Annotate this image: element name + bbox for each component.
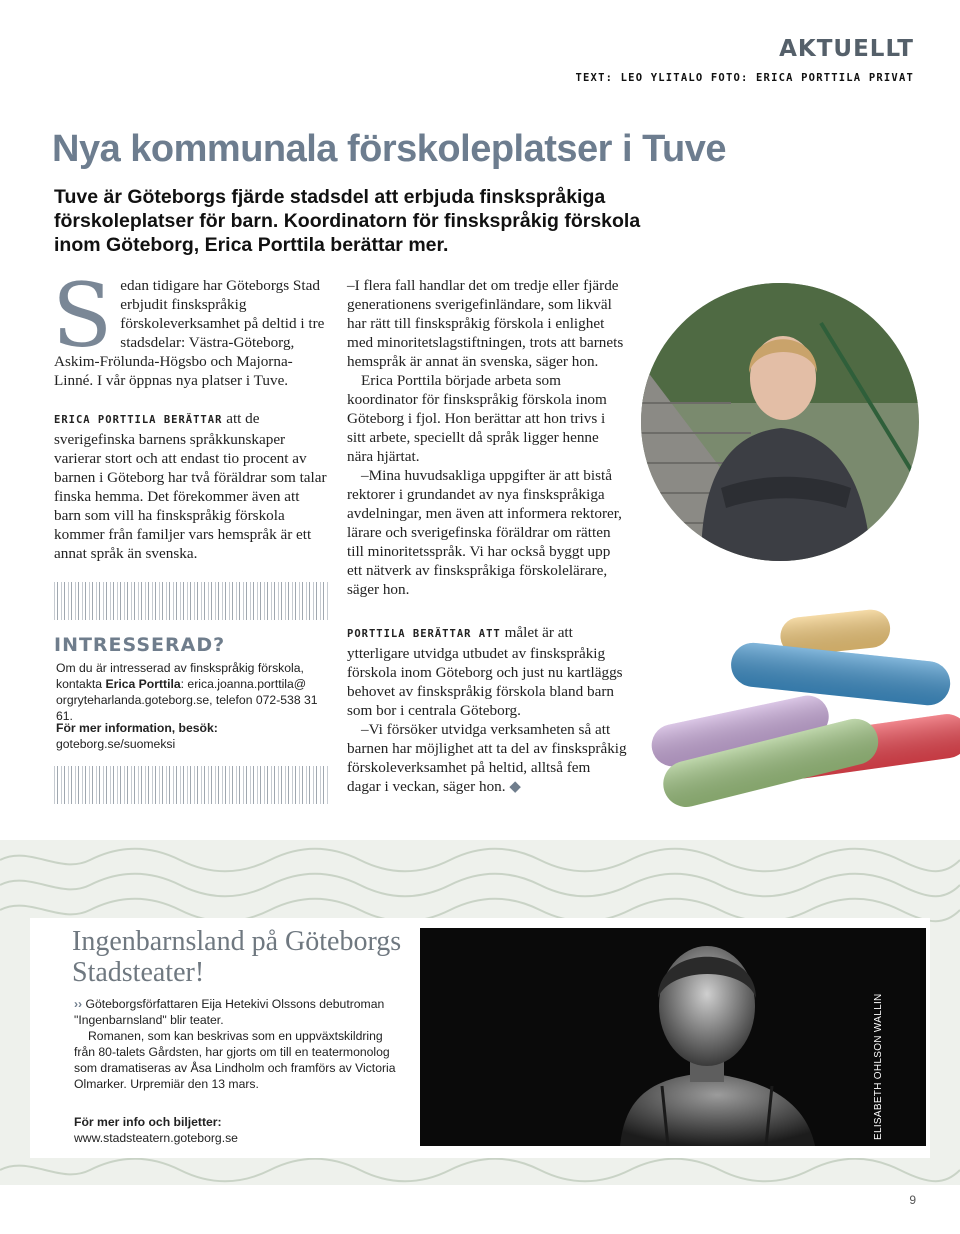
end-mark: ◆ [509,778,522,795]
page-number: 9 [909,1193,916,1207]
infobox-link[interactable]: goteborg.se/suomeksi [56,737,176,751]
infobox-heading: INTRESSERAD? [54,634,226,656]
actress-illustration [420,928,926,1146]
paragraph-5: –Mina huvudsakliga uppgifter är att bistå rektorer i grundandet av nya finskspråkiga avdelningar, men även att informera rektorer, lärare och sverigefinska föräldrar om rätten till minoritetsspråk. Vi har också byggt upp ett nätverk av finskspråkiga förskolelärare, säger hon. [347,467,622,598]
chalk-photo [630,600,960,830]
paragraph-3: –I flera fall handlar det om tredje eller fjärde generationens sverigefinländare, som likväl har rätt till finskspråkig förskola i enlighet med minoritetslagstiftningen, trots att barnets hemspråk är annat än svenska, säger hon. [347,277,624,370]
paragraph-4: Erica Porttila började arbeta som koordinator för finskspråkig förskola inom Göteborg i fjol. Hon berättar att hon trivs i sitt arbete, speciellt då språk ligger henne nära hjärtat. [347,372,607,465]
theater-more [74,1114,404,1146]
theater-title: Ingenbarnsland på Göteborgs Stadsteater! [72,926,402,988]
paragraph-6 [347,623,627,720]
theater-more-label: För mer info och biljetter: [74,1115,222,1129]
section-tag: AKTUELLT [779,36,914,62]
theater-paragraph-2: Romanen, som kan beskrivas som en uppväxtskildring från 80-talets Gårdsten, har gjorts om till en teatermonolog som dramatiseras av Åsa Lindholm och framförs av Victoria Olmarker. Urpremiär den 13 mars. [74,1029,396,1091]
decorative-pattern-bottom [54,766,330,804]
chalk-illustration [630,600,960,830]
article-column-2 [347,276,627,796]
infobox-more-label: För mer information, besök: [56,721,218,735]
theater-link[interactable]: www.stadsteatern.goteborg.se [74,1131,238,1145]
photo-credit: ELISABETH OHLSON WALLIN [873,993,884,1140]
article-headline: Nya kommunala förskoleplatser i Tuve [52,128,726,170]
paragraph-2-text: att de sverigefinska barnens språkkunskaper varierar stort och att endast tio procent av barnen i Göteborg har två föräldrar som talar finska hemma. Det förekommer även att barn som vill ha finskspråkig förskola kommer från familjer vars hemspråk är ett annat språk än svenska. [54,410,327,562]
portrait-illustration [641,283,919,561]
infobox-text [56,660,336,724]
theater-text [74,996,404,1092]
byline-credits: TEXT: LEO YLITALO FOTO: ERICA PORTTILA PRIVAT [575,72,914,84]
lead-in-2: PORTTILA BERÄTTAR ATT [347,628,501,640]
paragraph-1 [52,264,330,390]
portrait-photo [641,283,919,561]
theater-paragraph-1-text: Göteborgsförfattaren Eija Hetekivi Olssons debutroman "Ingenbarnsland" blir teater. [74,997,385,1027]
paragraph-1-text: edan tidigare har Göteborgs Stad erbjudit finskspråkig förskoleverksamhet på deltid i tre stadsdelar: Västra-Göteborg, Askim-Frölunda-Högsbo och Majorna-Linné. I vår öppnas nya platser i Tuve. [54,277,325,389]
infobox-text-pre: Om du är intresserad av finskspråkig förskola, kontakta [56,661,304,691]
infobox-text-post: : erica.joanna.porttila@ orgryteharlanda.goteborg.se, telefon 072-538 31 61. [56,677,318,723]
arrow-icon: ›› [74,997,83,1011]
theater-paragraph-1 [74,996,404,1028]
article-ingress: Tuve är Göteborgs fjärde stadsdel att erbjuda finskspråkiga förskoleplatser för barn. Koordinatorn för finskspråkig förskola inom Göteborg, Erica Porttila berättar mer. [54,186,641,256]
infobox-contact-name: Erica Porttila [105,677,181,691]
article-column-1 [52,264,330,563]
paragraph-2 [54,409,330,563]
paragraph-7-text: –Vi försöker utvidga verksamheten så att barnen har möjlighet att ta del av finskspråkig förskoleverksamhet på heltid, alltså fem dagar i veckan, säger hon. [347,721,627,795]
drop-cap: S [52,264,113,367]
decorative-pattern-top [54,582,330,620]
paragraph-6-text: målet är att ytterligare utvidga utbudet av finskspråkig förskola inom Göteborg och just nu kartläggs behovet av finskspråkig förskola bland barn som bor i centrala Göteborg. [347,624,623,719]
paragraph-7 [347,720,627,796]
actress-photo [420,928,926,1146]
lead-in: ERICA PORTTILA BERÄTTAR [54,414,223,426]
infobox-more [56,720,336,752]
